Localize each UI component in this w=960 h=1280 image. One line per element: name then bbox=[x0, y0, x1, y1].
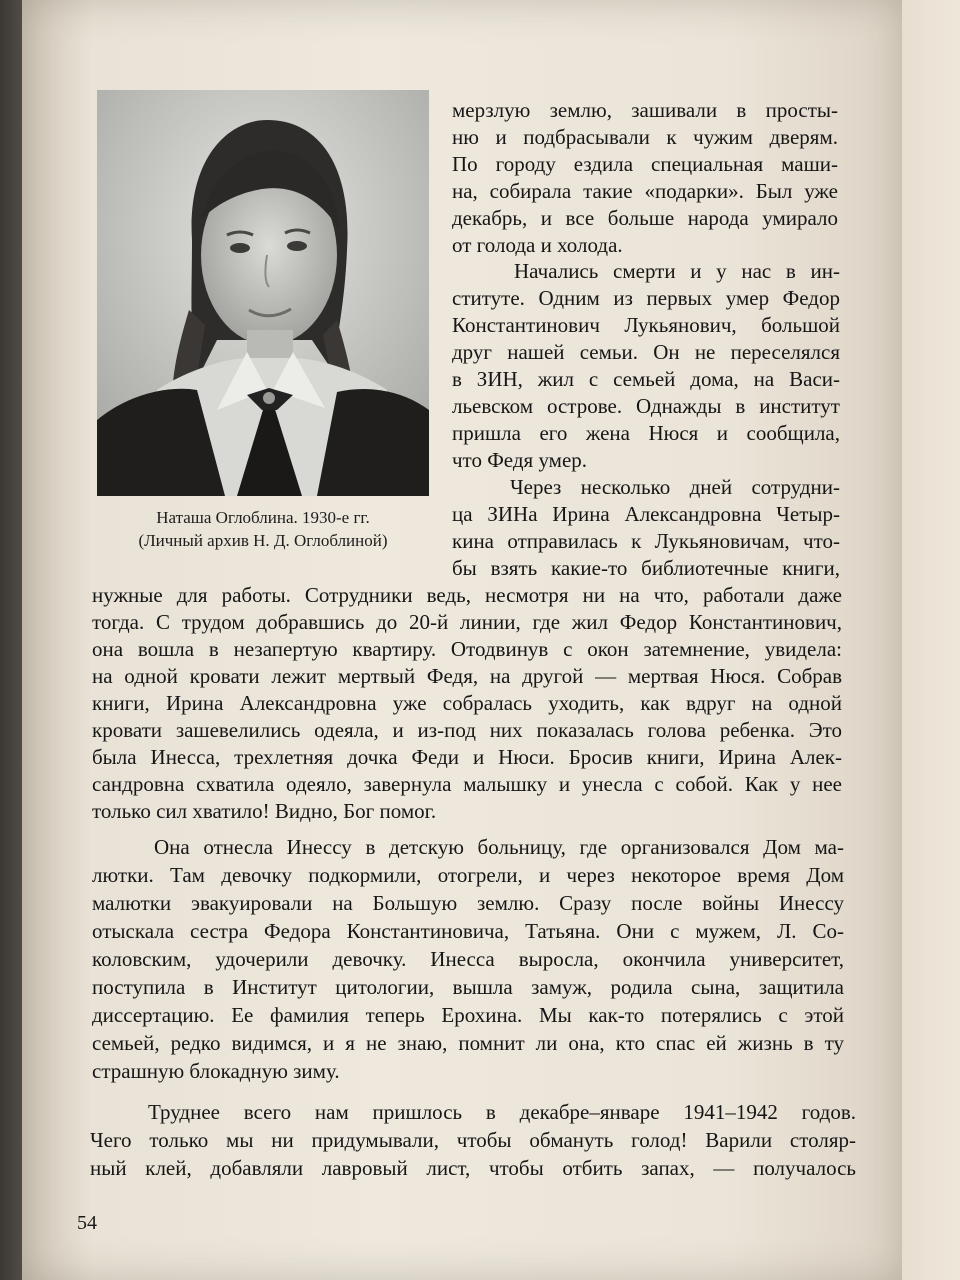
text-line: друг нашей семьи. Он не переселялся bbox=[452, 340, 840, 364]
text-line: страшную блокадную зиму. bbox=[92, 1059, 340, 1083]
text-line: декабрь, и все больше народа умирало bbox=[452, 206, 838, 230]
text-line: на одной кровати лежит мертвый Федя, на другой — мертвая Нюся. Собрав bbox=[92, 664, 842, 688]
text-line: от голода и холода. bbox=[452, 233, 623, 257]
text-line: кровати зашевелились одеяла, и из-под них показалась голова ребенка. Это bbox=[92, 718, 842, 742]
text-line: она вошла в незапертую квартиру. Отодвинув с окон затемнение, увидела: bbox=[92, 637, 842, 661]
portrait-photo bbox=[97, 90, 429, 496]
text-line: книги, Ирина Александровна уже собралась уходить, как вдруг на одной bbox=[92, 691, 842, 715]
text-line: мерзлую землю, зашивали в просты- bbox=[452, 98, 838, 122]
text-line: Начались смерти и у нас в ин- bbox=[514, 259, 840, 283]
text-line: диссертацию. Ее фамилия теперь Ерохина. Мы как-то потерялись с этой bbox=[92, 1003, 844, 1027]
text-line: Через несколько дней сотрудни- bbox=[510, 475, 840, 499]
page-number: 54 bbox=[77, 1212, 97, 1234]
text-line: Она отнесла Инессу в детскую больницу, где организовался Дом ма- bbox=[154, 835, 844, 859]
text-line: ца ЗИНа Ирина Александровна Четыр- bbox=[452, 502, 840, 526]
text-line: лютки. Там девочку подкормили, отогрели, и через некоторое время Дом bbox=[92, 863, 844, 887]
text-line: Чего только мы ни придумывали, чтобы обмануть голод! Варили столяр- bbox=[90, 1128, 856, 1152]
text-line: Труднее всего нам пришлось в декабре–январе 1941–1942 годов. bbox=[148, 1100, 856, 1124]
text-line: только сил хватило! Видно, Бог помог. bbox=[92, 799, 437, 823]
portrait-photo-illustration bbox=[97, 90, 429, 496]
text-line: ный клей, добавляли лавровый лист, чтобы отбить запах, — получалось bbox=[90, 1156, 856, 1180]
text-line: на, собирала такие «подарки». Был уже bbox=[452, 179, 838, 203]
photo-caption-line-2: (Личный архив Н. Д. Оглоблиной) bbox=[138, 531, 388, 550]
photo-caption bbox=[88, 506, 438, 552]
text-line: бы взять какие-то библиотечные книги, bbox=[452, 556, 840, 580]
text-line: нужные для работы. Сотрудники ведь, несмотря ни на что, работали даже bbox=[92, 583, 842, 607]
text-line: была Инесса, трехлетняя дочка Феди и Нюси. Бросив книги, Ирина Алек- bbox=[92, 745, 842, 769]
text-line: тогда. С трудом добравшись до 20-й линии, где жил Федор Константинович, bbox=[92, 610, 842, 634]
text-line: пришла его жена Нюся и сообщила, bbox=[452, 421, 840, 445]
text-line: льевском острове. Однажды в институт bbox=[452, 394, 840, 418]
text-line: малютки эвакуировали на Большую землю. Сразу после войны Инессу bbox=[92, 891, 844, 915]
text-line: отыскала сестра Федора Константиновича, Татьяна. Они с мужем, Л. Со- bbox=[92, 919, 844, 943]
text-line: По городу ездила специальная маши- bbox=[452, 152, 838, 176]
photo-caption-line-1: Наташа Оглоблина. 1930-е гг. bbox=[156, 508, 370, 527]
text-line: сандровна схватила одеяло, завернула малышку и унесла с собой. Как у нее bbox=[92, 772, 842, 796]
text-line: кина отправилась к Лукьяновичам, что- bbox=[452, 529, 840, 553]
text-line: что Федя умер. bbox=[452, 448, 588, 472]
text-line: коловским, удочерили девочку. Инесса выросла, окончила университет, bbox=[92, 947, 844, 971]
text-line: семьей, редко видимся, и я не знаю, помнит ли она, кто спас ей жизнь в ту bbox=[92, 1031, 844, 1055]
text-line: в ЗИН, жил с семьей дома, на Васи- bbox=[452, 367, 840, 391]
text-line: ню и подбрасывали к чужим дверям. bbox=[452, 125, 838, 149]
text-line: ституте. Одним из первых умер Федор bbox=[452, 286, 840, 310]
text-line: поступила в Институт цитологии, вышла замуж, родила сына, защитила bbox=[92, 975, 844, 999]
text-line: Константинович Лукьянович, большой bbox=[452, 313, 840, 337]
